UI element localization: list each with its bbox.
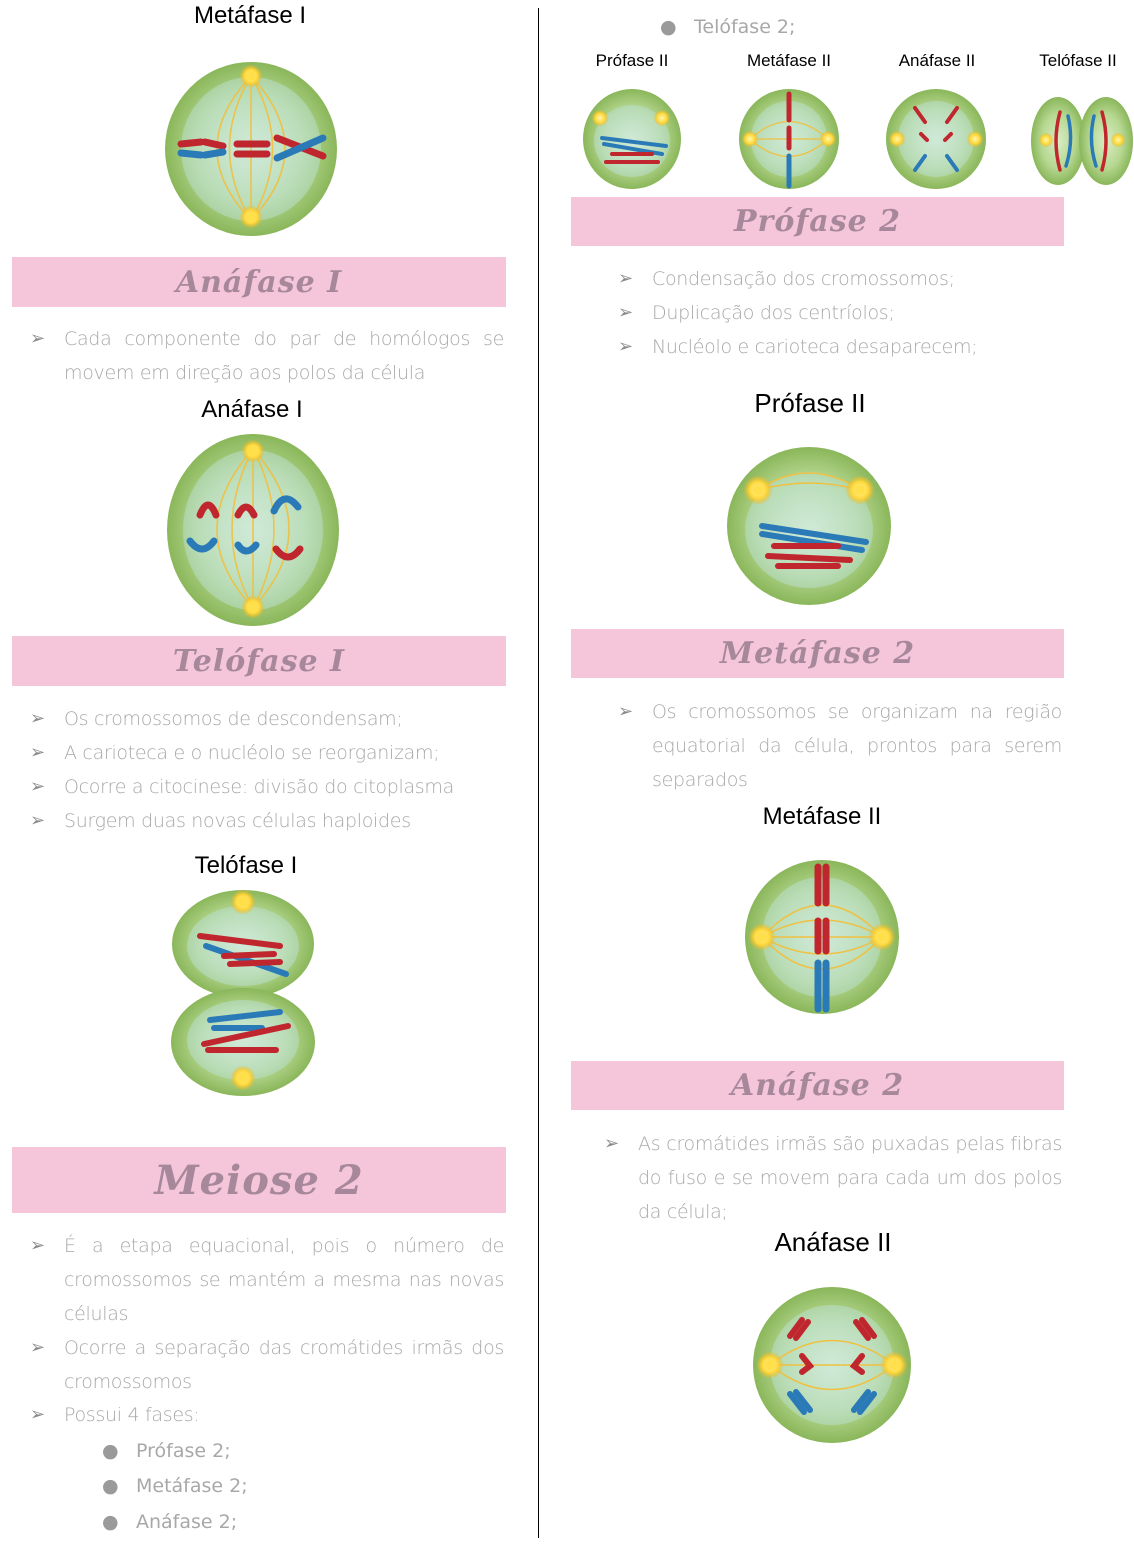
fase-item-4: ● Telófase 2; bbox=[660, 10, 960, 44]
dot-bullet-icon: ● bbox=[660, 16, 677, 38]
strip-metafase2-cell bbox=[738, 88, 840, 190]
anafase1-band-title: Anáfase I bbox=[175, 264, 343, 300]
anafase1-band bbox=[12, 257, 506, 307]
metafase1-caption: Metáfase I bbox=[193, 2, 307, 29]
profase2-band bbox=[571, 197, 1064, 246]
fase-item-2: ● Metáfase 2; bbox=[102, 1469, 402, 1503]
telofase1-caption: Telófase I bbox=[194, 852, 298, 879]
dot-bullet-icon: ● bbox=[102, 1475, 119, 1497]
metafase2-band bbox=[571, 629, 1064, 678]
arrow-bullet-icon: ➢ bbox=[30, 1337, 45, 1358]
strip-profase2-cell bbox=[582, 88, 682, 190]
meiose2-bullet-1: ➢ É a etapa equacional, pois o número de cromossomos se mantém a mesma nas novas células bbox=[30, 1229, 506, 1331]
anafase2-cell-illustration bbox=[752, 1286, 912, 1444]
telofase1-band-title: Telófase I bbox=[172, 643, 346, 679]
telofase1-bullet-4: ➢ Surgem duas novas células haploides bbox=[30, 804, 506, 838]
anafase2-band-title: Anáfase 2 bbox=[730, 1068, 905, 1103]
metafase2-cell-illustration bbox=[744, 859, 900, 1015]
arrow-bullet-icon: ➢ bbox=[30, 708, 45, 729]
telofase1-cell-illustration bbox=[170, 888, 316, 1098]
arrow-bullet-icon: ➢ bbox=[30, 328, 45, 349]
arrow-bullet-icon: ➢ bbox=[618, 268, 633, 289]
fase-item-3: ● Anáfase 2; bbox=[102, 1505, 402, 1539]
metafase2-caption: Metáfase II bbox=[762, 803, 882, 830]
telofase1-band bbox=[12, 636, 506, 686]
strip-caption-metafase2: Metáfase II bbox=[746, 51, 832, 70]
strip-caption-anafase2: Anáfase II bbox=[898, 51, 976, 70]
arrow-bullet-icon: ➢ bbox=[618, 701, 633, 722]
meiose2-band bbox=[12, 1147, 506, 1213]
metafase2-band-title: Metáfase 2 bbox=[719, 636, 916, 671]
anafase1-cell-illustration bbox=[166, 433, 340, 627]
anafase2-caption: Anáfase II bbox=[774, 1227, 892, 1257]
arrow-bullet-icon: ➢ bbox=[30, 810, 45, 831]
strip-caption-telofase2: Telófase II bbox=[1039, 51, 1117, 70]
strip-telofase2-cell bbox=[1030, 96, 1134, 186]
metafase1-cell-illustration bbox=[163, 60, 339, 238]
anafase2-bullet-1: ➢ As cromátides irmãs são puxadas pelas fibras do fuso e se movem para cada um dos polos da célula; bbox=[604, 1127, 1064, 1229]
meiose2-bullet-3: ➢ Possui 4 fases: bbox=[30, 1398, 506, 1432]
dot-bullet-icon: ● bbox=[102, 1440, 119, 1462]
arrow-bullet-icon: ➢ bbox=[30, 776, 45, 797]
strip-anafase2-cell bbox=[885, 88, 987, 190]
strip-caption-profase2: Prófase II bbox=[595, 51, 669, 70]
anafase1-caption: Anáfase I bbox=[201, 396, 303, 423]
dot-bullet-icon: ● bbox=[102, 1511, 119, 1533]
arrow-bullet-icon: ➢ bbox=[30, 1235, 45, 1256]
profase2-bullet-2: ➢ Duplicação dos centríolos; bbox=[618, 296, 1064, 330]
profase2-bullet-1: ➢ Condensação dos cromossomos; bbox=[618, 262, 1064, 296]
anafase1-bullet-1: ➢ Cada componente do par de homólogos se movem em direção aos polos da célula bbox=[30, 322, 506, 390]
telofase1-bullet-1: ➢ Os cromossomos de descondensam; bbox=[30, 702, 506, 736]
arrow-bullet-icon: ➢ bbox=[618, 302, 633, 323]
arrow-bullet-icon: ➢ bbox=[30, 1404, 45, 1425]
arrow-bullet-icon: ➢ bbox=[618, 336, 633, 357]
profase2-caption: Prófase II bbox=[754, 388, 866, 418]
meiose2-band-title: Meiose 2 bbox=[154, 1156, 364, 1204]
meiose2-bullet-2: ➢ Ocorre a separação das cromátides irmãs dos cromossomos bbox=[30, 1331, 506, 1399]
profase2-cell-illustration bbox=[726, 446, 892, 606]
telofase1-bullet-2: ➢ A carioteca e o nucléolo se reorganizam; bbox=[30, 736, 506, 770]
arrow-bullet-icon: ➢ bbox=[604, 1133, 619, 1154]
fase-item-1: ● Prófase 2; bbox=[102, 1434, 402, 1468]
profase2-bullet-3: ➢ Nucléolo e carioteca desaparecem; bbox=[618, 330, 1064, 364]
column-divider bbox=[538, 8, 539, 1538]
telofase1-bullet-3: ➢ Ocorre a citocinese: divisão do citoplasma bbox=[30, 770, 506, 804]
metafase2-bullet-1: ➢ Os cromossomos se organizam na região equatorial da célula, prontos para serem separados bbox=[618, 695, 1064, 797]
arrow-bullet-icon: ➢ bbox=[30, 742, 45, 763]
anafase2-band bbox=[571, 1061, 1064, 1110]
profase2-band-title: Prófase 2 bbox=[733, 204, 901, 239]
